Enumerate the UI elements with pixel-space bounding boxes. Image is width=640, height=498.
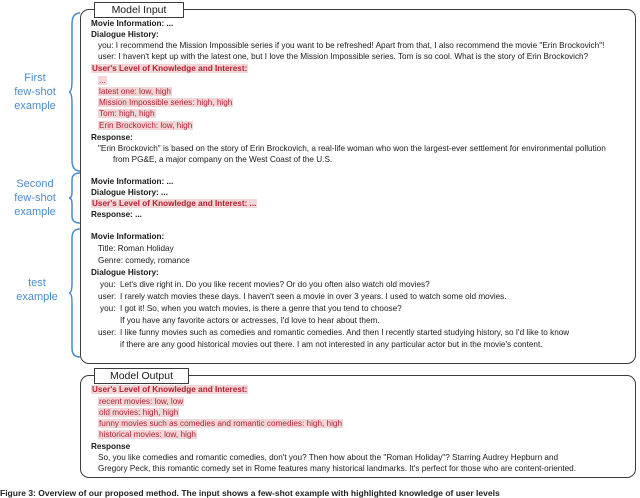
turn-line: if there are any good historical movies out there. I am not interested in any particular actor but in the movie's content. bbox=[120, 340, 543, 349]
test-dialogue-history: Dialogue History: bbox=[91, 268, 159, 277]
turn-speaker: user: bbox=[98, 292, 117, 301]
knowledge-item-text: old movies: high, high bbox=[99, 408, 179, 417]
shot1-knowledge-item bbox=[98, 87, 172, 98]
label-line: test bbox=[28, 277, 46, 289]
turn-speaker: you: bbox=[100, 280, 116, 289]
output-knowledge-item bbox=[98, 430, 197, 441]
turn-line: Let's dive right in. Do you like recent movies? Or do you often also watch old movies? bbox=[120, 280, 430, 289]
turn-speaker: user: bbox=[98, 328, 117, 337]
label-line: few-shot bbox=[14, 86, 56, 98]
label-test bbox=[2, 276, 72, 304]
shot1-response-line: from PG&E, a major company on the West Coast of the U.S. bbox=[113, 155, 333, 164]
output-knowledge-item bbox=[98, 408, 179, 419]
shot1-movie-info: Movie Information: ... bbox=[91, 19, 174, 28]
shot1-knowledge-item bbox=[98, 109, 156, 120]
label-line: example bbox=[14, 100, 56, 112]
label-second bbox=[0, 177, 70, 219]
turn-line: I got it! So, when you watch movies, is there a genre that you tend to choose? bbox=[120, 304, 402, 313]
label-line: example bbox=[14, 206, 56, 218]
knowledge-item-text: funny movies such as comedies and romantic comedies: high, high bbox=[99, 419, 343, 428]
shot2-response: Response: ... bbox=[91, 210, 142, 219]
shot1-knowledge-item bbox=[98, 76, 107, 87]
turn-speaker: you: bbox=[100, 304, 116, 313]
test-title: Title: Roman Holiday bbox=[98, 244, 174, 253]
turn-line: If you have any favorite actors or actresses, I'd love to hear about them. bbox=[120, 316, 380, 325]
model-input-title: Model Input bbox=[94, 2, 184, 18]
shot1-response-line: "Erin Brockovich" is based on the story of Erin Brockovich, a real-life woman who won the largest-ever settlement for environmental pollution bbox=[98, 144, 606, 153]
knowledge-item-text: Erin Brockovich: low, high bbox=[99, 121, 193, 130]
output-knowledge-header-row bbox=[91, 385, 248, 396]
label-line: Second bbox=[16, 178, 54, 190]
brace-second bbox=[68, 172, 82, 224]
knowledge-item-text: historical movies: low, high bbox=[99, 430, 196, 439]
output-knowledge-item bbox=[98, 397, 184, 408]
shot1-knowledge-header: User's Level of Knowledge and Interest: bbox=[92, 64, 248, 73]
knowledge-item-text: Tom: high, high bbox=[99, 109, 155, 118]
shot1-knowledge-header-row bbox=[91, 64, 248, 75]
test-movie-info: Movie Information: bbox=[91, 232, 165, 241]
shot1-knowledge-item bbox=[98, 121, 193, 132]
knowledge-item-text: latest one: low, high bbox=[99, 87, 171, 96]
label-line: few-shot bbox=[14, 192, 56, 204]
brace-first bbox=[68, 12, 82, 172]
turn-line: I rarely watch movies these days. I haven't seen a movie in over 3 years. I used to watch some old movies. bbox=[120, 292, 507, 301]
figure-caption: Figure 3: Overview of our proposed method. The input shows a few-shot example with highlighted knowledge of user levels bbox=[0, 488, 500, 498]
shot2-knowledge-row bbox=[91, 199, 257, 210]
model-output-title: Model Output bbox=[94, 368, 189, 384]
test-genre: Genre: comedy, romance bbox=[98, 256, 190, 265]
output-response-line: Gregory Peck, this romantic comedy set in Rome features many historical landmarks. It's perfect for those who are content-oriented. bbox=[98, 464, 577, 473]
output-knowledge-header: User's Level of Knowledge and Interest: bbox=[92, 385, 248, 394]
shot1-dialogue-history: Dialogue History: bbox=[91, 30, 159, 39]
shot2-knowledge: User's Level of Knowledge and Interest: ... bbox=[92, 199, 257, 208]
output-response-header: Response bbox=[91, 442, 131, 451]
shot1-user-line: user: I haven't kept up with the latest one, but I love the Mission Impossible series. Tom is so cool. What is the story of Erin Brockovich? bbox=[98, 52, 589, 61]
knowledge-item-text: Mission Impossible series: high, high bbox=[99, 98, 233, 107]
label-line: First bbox=[24, 72, 46, 84]
knowledge-item-text: ... bbox=[99, 76, 106, 85]
shot1-response-header: Response: bbox=[91, 133, 133, 142]
shot2-movie-info: Movie Information: ... bbox=[91, 177, 174, 186]
shot2-dialogue-history: Dialogue History: ... bbox=[91, 188, 168, 197]
label-first bbox=[0, 71, 70, 113]
knowledge-item-text: recent movies: low, low bbox=[99, 397, 184, 406]
output-knowledge-item bbox=[98, 419, 343, 430]
shot1-knowledge-item bbox=[98, 98, 233, 109]
turn-line: I like funny movies such as comedies and romantic comedies. And then I recently started studying history, so I'd like to know bbox=[120, 328, 570, 337]
label-line: example bbox=[16, 291, 58, 303]
output-response-line: So, you like comedies and romantic comedies, don't you? Then how about the "Roman Holiday"? Starring Audrey Hepburn and bbox=[98, 453, 559, 462]
shot1-you-line: you: I recommend the Mission Impossible series if you want to be refreshed! Apart from that, I also recommend the movie "Erin Brockovich"! bbox=[98, 41, 605, 50]
